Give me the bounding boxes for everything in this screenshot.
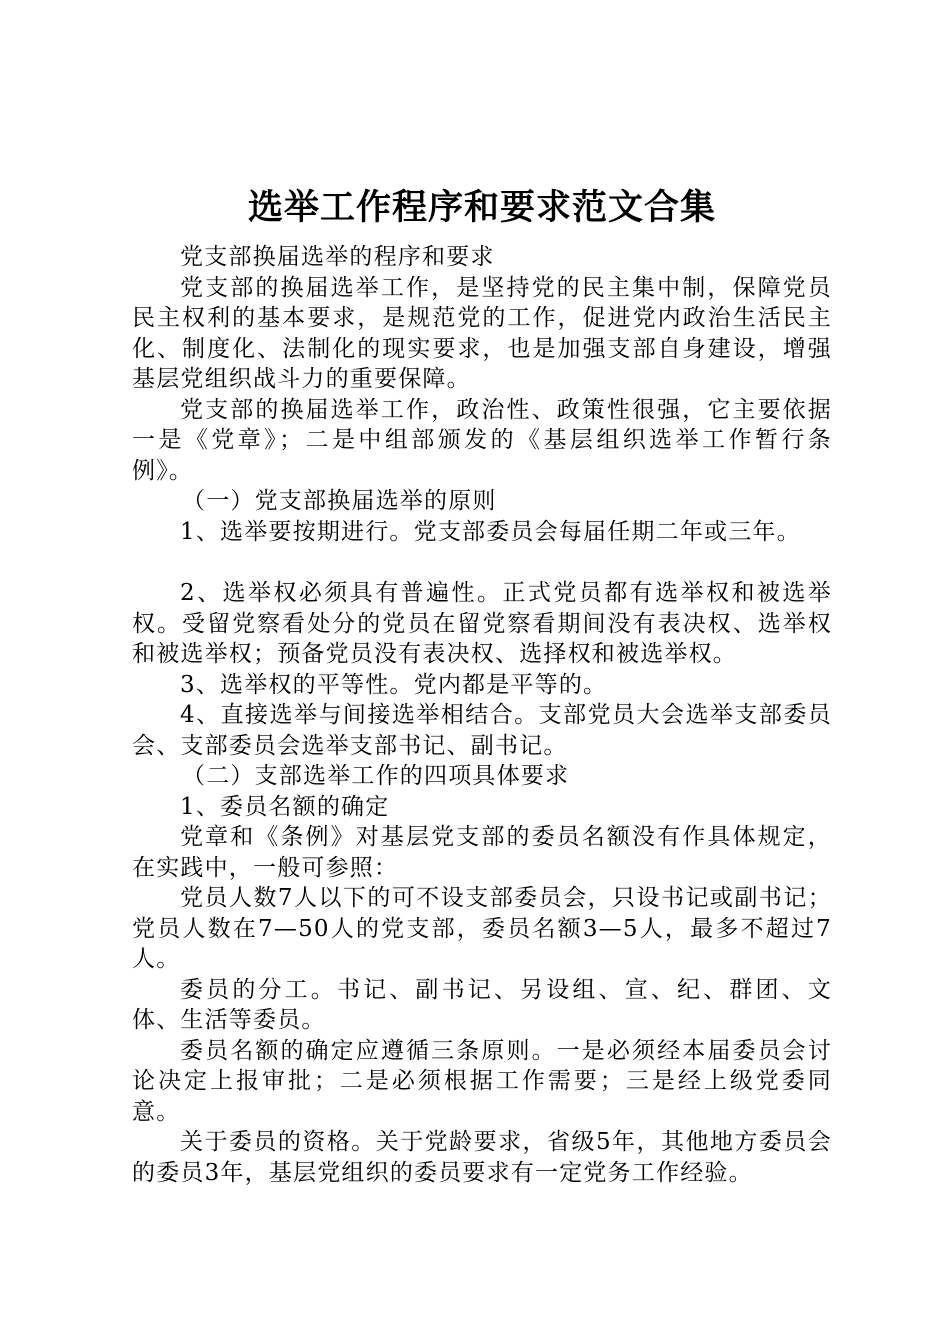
paragraph-principle-1: 1、选举要按期进行。党支部委员会每届任期二年或三年。 [180,518,801,545]
paragraph-member-count: 党员人数7人以下的可不设支部委员会，只设书记或副书记；党员人数在7—50人的党支部，委员名额3—5人，最多不超过7人。 [132,885,832,972]
paragraph-quota-rules: 党章和《条例》对基层党支部的委员名额没有作具体规定，在实践中，一般可参照： [132,824,832,881]
document-title: 选举工作程序和要求范文合集 [247,187,716,228]
paragraph-principle-2: 2、选举权必须具有普遍性。正式党员都有选举权和被选举权。受留党察看处分的党员在留党察看期间没有表决权、选举权和被选举权；预备党员没有表决权、选择权和被选举权。 [132,580,832,667]
document-page [132,180,832,1188]
paragraph-qualifications: 关于委员的资格。关于党龄要求，省级5年，其他地方委员会的委员3年，基层党组织的委员要求有一定党务工作经验。 [132,1129,832,1186]
paragraph-quota-principles: 委员名额的确定应遵循三条原则。一是必须经本届委员会讨论决定上报审批；二是必须根据工作需要；三是经上级党委同意。 [132,1037,832,1125]
subheading-requirements: （二）支部选举工作的四项具体要求 [182,763,570,789]
paragraph-principle-3: 3、选举权的平等性。党内都是平等的。 [180,671,608,698]
subheading-principles: （一）党支部换届选举的原则 [182,488,497,514]
paragraph-basis: 党支部的换届选举工作，政治性、政策性很强，它主要依据一是《党章》；二是中组部颁发的《基层组织选举工作暂行条例》。 [132,396,832,484]
paragraph-section-heading: 党支部换届选举的程序和要求 [180,244,495,270]
paragraph-intro: 党支部的换届选举工作，是坚持党的民主集中制，保障党员民主权利的基本要求，是规范党的工作，促进党内政治生活民主化、制度化、法制化的现实要求，也是加强支部自身建设，增强基层党组织战斗力的重要保障。 [132,274,832,392]
blank-line [132,547,832,578]
paragraph-requirement-1: 1、委员名额的确定 [180,793,390,820]
paragraph-division-of-work: 委员的分工。书记、副书记、另设组、宣、纪、群团、文体、生活等委员。 [132,976,832,1033]
paragraph-principle-4: 4、直接选举与间接选举相结合。支部党员大会选举支部委员会、支部委员会选举支部书记、副书记。 [132,702,832,759]
